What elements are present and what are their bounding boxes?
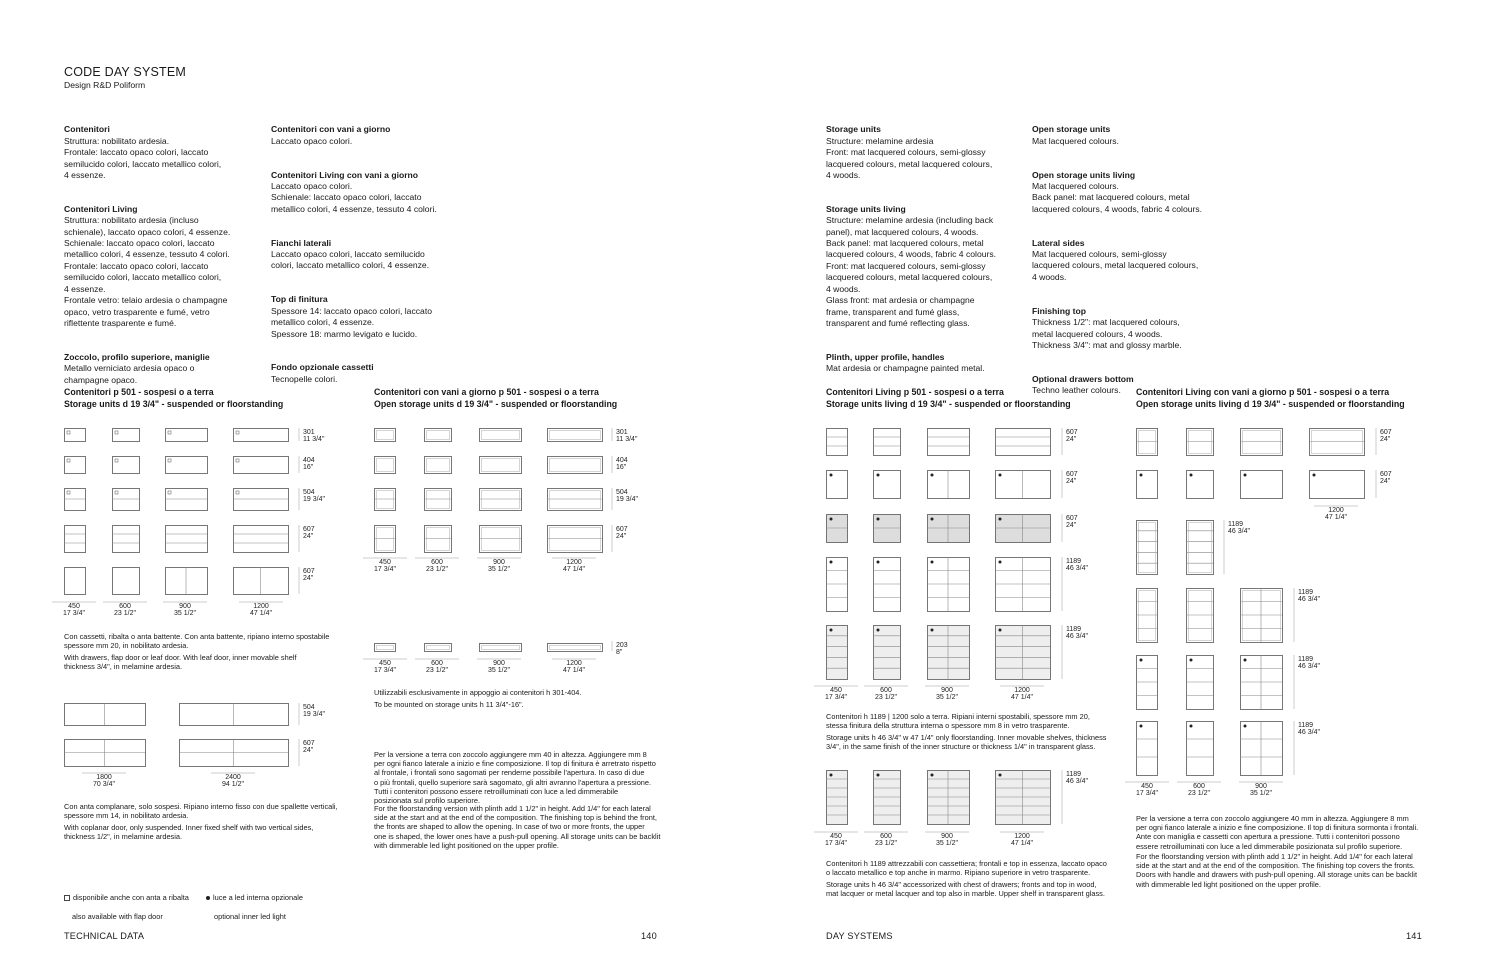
spec-text: Struttura: nobilitato ardesia. Frontale: laccato opaco colori, laccato semilucido colori, laccato metallico colori, 4 essenze. bbox=[64, 135, 222, 181]
note-coplanar-it: Con anta complanare, solo sospesi. Ripiano interno fisso con due spallette verticali, spessore mm 14, in nobilitato ardesia. bbox=[64, 802, 338, 821]
led-dot-icon bbox=[1140, 725, 1143, 728]
storage-unit bbox=[425, 457, 452, 474]
led-dot-icon bbox=[1140, 474, 1143, 477]
width-dimension-label: 1200 47 1/4" bbox=[1325, 507, 1347, 521]
width-dimension-label: 450 17 3/4" bbox=[825, 687, 847, 701]
width-dimension-label: 900 35 1/2" bbox=[488, 559, 510, 573]
width-dimension-label: 1200 47 1/4" bbox=[563, 660, 585, 674]
storage-unit bbox=[996, 515, 1051, 543]
storage-unit bbox=[1187, 589, 1214, 643]
storage-unit bbox=[548, 644, 603, 652]
storage-unit bbox=[480, 457, 522, 474]
storage-unit bbox=[1187, 722, 1214, 776]
storage-unit bbox=[548, 526, 603, 553]
spec-text: Laccato opaco colori. bbox=[271, 135, 353, 146]
led-dot-icon bbox=[830, 518, 833, 521]
note-mounting-en: To be mounted on storage units h 11 3/4"-16". bbox=[374, 700, 524, 709]
led-dot-icon bbox=[830, 629, 833, 632]
led-dot-icon bbox=[1190, 659, 1193, 662]
storage-unit bbox=[827, 558, 848, 612]
storage-unit bbox=[234, 489, 289, 511]
note-coplanar-en: With coplanar door, only suspended. Inner fixed shelf with two vertical sides, thickness 1/2", in melamine ardesia. bbox=[64, 823, 314, 842]
legend-flap-label-en: also available with flap door bbox=[72, 911, 163, 921]
storage-unit bbox=[65, 740, 146, 767]
storage-unit bbox=[65, 489, 86, 511]
height-dimension-label: 607 24" bbox=[303, 526, 315, 540]
spec-heading: Fianchi laterali bbox=[271, 237, 332, 248]
storage-unit bbox=[928, 626, 970, 680]
storage-unit bbox=[928, 471, 970, 499]
footer-page-number: 140 bbox=[641, 931, 657, 941]
storage-unit bbox=[1241, 722, 1283, 776]
led-dot-icon bbox=[1244, 659, 1247, 662]
storage-unit bbox=[480, 526, 522, 553]
storage-unit bbox=[180, 704, 289, 726]
spec-heading: Contenitori Living bbox=[64, 203, 138, 214]
spec-heading: Finishing top bbox=[1032, 305, 1086, 316]
led-dot-icon bbox=[830, 774, 833, 777]
storage-unit bbox=[113, 489, 140, 511]
spec-heading: Fondo opzionale cassetti bbox=[271, 362, 374, 373]
storage-unit bbox=[996, 429, 1051, 456]
led-dot-icon bbox=[931, 518, 934, 521]
note-plinth-it: Per la versione a terra con zoccolo aggiungere mm 40 in altezza. Aggiungere mm 8 per ogni fianco laterale a inizio e fine composizione. Il top di finitura è arretrato rispetto al frontale, i frontali sono sagomati per renderne possibile l'apertura. In caso di due o più frontali, quello superiore sarà sagomato, gli altri avranno l'apertura a pressione. Tutti i contenitori possono essere retroilluminati con luce a led dimmerabile posizionata sul profilo superiore. bbox=[374, 750, 656, 806]
height-dimension-label: 1189 46 3/4" bbox=[1066, 771, 1088, 785]
section-heading-storage: Contenitori p 501 - sospesi o a terra Storage units d 19 3/4" - suspended or floorstanding bbox=[64, 387, 284, 409]
led-dot-icon bbox=[999, 774, 1002, 777]
led-dot-icon bbox=[877, 561, 880, 564]
storage-unit bbox=[166, 429, 208, 442]
storage-unit bbox=[113, 568, 140, 595]
storage-unit bbox=[166, 489, 208, 511]
storage-unit bbox=[874, 626, 901, 680]
led-dot-icon bbox=[1190, 725, 1193, 728]
width-dimension-label: 600 23 1/2" bbox=[426, 559, 448, 573]
storage-unit bbox=[928, 429, 970, 456]
led-dot-icon bbox=[1140, 659, 1143, 662]
legend-flap-label: disponibile anche con anta a ribalta bbox=[73, 893, 189, 903]
led-dot-icon bbox=[931, 774, 934, 777]
footer-page-number: 141 bbox=[1406, 931, 1422, 941]
width-dimension-label: 450 17 3/4" bbox=[63, 603, 85, 617]
spec-heading: Top di finitura bbox=[271, 294, 328, 305]
storage-unit bbox=[1187, 656, 1214, 710]
led-dot-icon bbox=[877, 474, 880, 477]
led-dot-icon bbox=[1190, 474, 1193, 477]
led-dot-icon bbox=[1244, 474, 1247, 477]
storage-unit bbox=[1187, 429, 1214, 456]
spec-text: Mat ardesia or champagne painted metal. bbox=[826, 363, 985, 374]
storage-unit bbox=[827, 429, 848, 456]
storage-unit bbox=[425, 489, 452, 511]
width-dimension-label: 600 23 1/2" bbox=[1188, 783, 1210, 797]
storage-unit bbox=[234, 526, 289, 553]
storage-unit bbox=[65, 704, 146, 726]
storage-unit bbox=[425, 526, 452, 553]
storage-unit bbox=[1241, 656, 1283, 710]
spec-heading: Plinth, upper profile, handles bbox=[826, 351, 945, 362]
note-drawers-living-it: Contenitori h 1189 attrezzabili con cassettiera; frontali e top in essenza, laccato opaco o laccato metallico e top anche in marmo. Ripiano superiore in vetro trasparente. bbox=[826, 859, 1107, 878]
height-dimension-label: 1189 46 3/4" bbox=[1298, 656, 1320, 670]
storage-unit bbox=[1137, 589, 1158, 643]
spec-text: Metallo verniciato ardesia opaco o champagne opaco. bbox=[64, 363, 195, 385]
spec-heading: Contenitori Living con vani a giorno bbox=[271, 169, 419, 180]
spec-text: Tecnopelle colori. bbox=[271, 373, 338, 384]
height-dimension-label: 1189 46 3/4" bbox=[1066, 558, 1088, 572]
led-dot-icon bbox=[931, 561, 934, 564]
storage-unit bbox=[1137, 521, 1158, 575]
storage-unit bbox=[874, 429, 901, 456]
width-dimension-label: 1800 70 3/4" bbox=[93, 774, 115, 788]
led-dot-icon bbox=[1313, 474, 1316, 477]
spec-heading: Lateral sides bbox=[1032, 237, 1085, 248]
spec-heading: Open storage units bbox=[1032, 124, 1111, 135]
height-dimension-label: 203 8" bbox=[616, 642, 628, 656]
spec-text: Struttura: nobilitato ardesia (incluso schienale), laccato opaco colori, 4 essenze. Schienale: laccato opaco colori, laccato metallico colori, 4 essenze, tessuto 4 colori. Frontale: laccato opaco colori, laccato semilucido colori, laccato metallico colori, 4 essenze. Frontale vetro: telaio ardesia o champagne opaco, vetro trasparente e fumé, vetro riflettente trasparente e fumé. bbox=[64, 215, 231, 328]
storage-unit bbox=[996, 626, 1051, 680]
spec-text: Thickness 1/2": mat lacquered colours, metal lacquered colours, 4 woods. Thickness 3/4": mat and glossy marble. bbox=[1032, 317, 1182, 350]
height-dimension-label: 607 24" bbox=[1066, 429, 1078, 443]
storage-unit bbox=[375, 526, 396, 553]
height-dimension-label: 607 24" bbox=[1380, 471, 1392, 485]
width-dimension-label: 450 17 3/4" bbox=[374, 559, 396, 573]
storage-unit bbox=[1137, 722, 1158, 776]
led-dot-icon bbox=[830, 474, 833, 477]
spec-heading: Contenitori con vani a giorno bbox=[271, 124, 391, 135]
storage-unit bbox=[548, 457, 603, 474]
width-dimension-label: 1200 47 1/4" bbox=[1011, 687, 1033, 701]
width-dimension-label: 1200 47 1/4" bbox=[250, 603, 272, 617]
height-dimension-label: 504 19 3/4" bbox=[303, 704, 325, 718]
note-plinth-en: For the floorstanding version with plinth add 1 1/2" in height. Add 1/4" for each lateral side at the start and at the end of the composition. The finishing top is behind the front, the fronts are shaped to allow the opening. In case of two or more fronts, the upper one is shaped, the lower ones have a push-pull opening. All storage units can be backlit with dimmerable led light positioned on the upper profile. bbox=[374, 804, 661, 850]
width-dimension-label: 1200 47 1/4" bbox=[563, 559, 585, 573]
led-dot-icon bbox=[877, 629, 880, 632]
storage-unit bbox=[548, 489, 603, 511]
led-dot-icon bbox=[877, 518, 880, 521]
led-dot-icon bbox=[999, 518, 1002, 521]
width-dimension-label: 600 23 1/2" bbox=[426, 660, 448, 674]
width-dimension-label: 450 17 3/4" bbox=[825, 833, 847, 847]
width-dimension-label: 2400 94 1/2" bbox=[222, 774, 244, 788]
storage-unit bbox=[1137, 429, 1158, 456]
height-dimension-label: 607 24" bbox=[303, 568, 315, 582]
storage-unit bbox=[375, 489, 396, 511]
storage-unit bbox=[827, 626, 848, 680]
storage-unit bbox=[874, 771, 901, 825]
led-dot-icon bbox=[877, 774, 880, 777]
spec-text: Mat lacquered colours. Back panel: mat lacquered colours, metal lacquered colours, 4 woods, fabric 4 colours. bbox=[1032, 181, 1203, 214]
spec-heading: Zoccolo, profilo superiore, maniglie bbox=[64, 351, 210, 362]
footer-section-label: DAY SYSTEMS bbox=[826, 931, 893, 941]
storage-unit bbox=[166, 457, 208, 474]
led-dot-icon bbox=[931, 474, 934, 477]
storage-unit bbox=[166, 526, 208, 553]
storage-unit bbox=[166, 568, 208, 595]
width-dimension-label: 450 17 3/4" bbox=[374, 660, 396, 674]
note-living-h1189-it: Contenitori h 1189 | 1200 solo a terra. Ripiani interni spostabili, spessore mm 20, stessa finitura della struttura interna o spessore mm 8 in vetro trasparente. bbox=[826, 712, 1090, 731]
storage-unit bbox=[234, 457, 289, 474]
storage-unit bbox=[1241, 589, 1283, 643]
height-dimension-label: 301 11 3/4" bbox=[303, 429, 325, 443]
height-dimension-label: 404 16" bbox=[303, 457, 315, 471]
spec-heading: Storage units living bbox=[826, 203, 906, 214]
storage-unit bbox=[928, 558, 970, 612]
note-drawers-living-en: Storage units h 46 3/4" accessorized with chest of drawers; fronts and top in wood, mat lacquer or metal lacquer and top also in marble. Upper shelf in transparent glass. bbox=[826, 880, 1105, 899]
storage-unit bbox=[65, 429, 86, 442]
storage-unit bbox=[480, 489, 522, 511]
storage-unit bbox=[65, 526, 86, 553]
storage-unit bbox=[113, 526, 140, 553]
height-dimension-label: 607 24" bbox=[303, 740, 315, 754]
storage-unit bbox=[1187, 521, 1214, 575]
storage-unit bbox=[928, 771, 970, 825]
storage-unit bbox=[1241, 429, 1283, 456]
spec-heading: Open storage units living bbox=[1032, 169, 1136, 180]
height-dimension-label: 1189 46 3/4" bbox=[1066, 626, 1088, 640]
height-dimension-label: 1189 46 3/4" bbox=[1298, 589, 1320, 603]
storage-unit bbox=[996, 558, 1051, 612]
section-heading-storage-living: Contenitori Living p 501 - sospesi o a terra Storage units living d 19 3/4" - suspended or floorstanding bbox=[826, 387, 1071, 409]
spec-text: Laccato opaco colori. Schienale: laccato opaco colori, laccato metallico colori, 4 essenze, tessuto 4 colori. bbox=[271, 181, 437, 214]
width-dimension-label: 900 35 1/2" bbox=[1250, 783, 1272, 797]
storage-unit bbox=[1310, 429, 1365, 456]
storage-unit bbox=[996, 771, 1051, 825]
height-dimension-label: 607 24" bbox=[1066, 471, 1078, 485]
page-subtitle: Design R&D Poliform bbox=[64, 80, 146, 90]
spec-heading: Contenitori bbox=[64, 124, 110, 135]
height-dimension-label: 404 16" bbox=[616, 457, 628, 471]
height-dimension-label: 1189 46 3/4" bbox=[1228, 521, 1250, 535]
spec-heading: Storage units bbox=[826, 124, 881, 135]
footer-section-label: TECHNICAL DATA bbox=[64, 931, 145, 941]
width-dimension-label: 900 35 1/2" bbox=[174, 603, 196, 617]
led-dot-icon bbox=[999, 474, 1002, 477]
storage-unit bbox=[375, 457, 396, 474]
spec-heading: Optional drawers bottom bbox=[1032, 373, 1134, 384]
storage-unit bbox=[375, 644, 396, 652]
note-living-h1189-en: Storage units h 46 3/4" w 47 1/4" only floorstanding. Inner movable shelves, thickness 3/4", in the same finish of the inner structure or thickness 1/4" in transparent glass. bbox=[826, 733, 1107, 752]
height-dimension-label: 607 24" bbox=[1066, 515, 1078, 529]
note-drawers-en: With drawers, flap door or leaf door. With leaf door, inner movable shelf thickness 3/4", in melamine ardesia. bbox=[64, 653, 297, 672]
storage-unit bbox=[1310, 471, 1365, 499]
height-dimension-label: 504 19 3/4" bbox=[303, 489, 325, 503]
spec-text: Mat lacquered colours. bbox=[1032, 135, 1119, 146]
note-drawers-it: Con cassetti, ribalta o anta battente. Con anta battente, ripiano interno spostabile spessore mm 20, in nobilitato ardesia. bbox=[64, 632, 330, 651]
width-dimension-label: 900 35 1/2" bbox=[936, 687, 958, 701]
spec-text: Structure: melamine ardesia (including back panel), mat lacquered colours, 4 woods. Back panel: mat lacquered colours, metal lacquered colours, 4 woods, fabric 4 colours. Front: mat lacquered colours, semi-glossy lacquered colours, metal lacquered colours, 4 woods. Glass front: mat ardesia or champagne frame, transparent and fumé glass, transparent and fumé reflecting glass. bbox=[826, 215, 997, 328]
storage-unit bbox=[180, 740, 289, 767]
led-dot-icon bbox=[830, 561, 833, 564]
height-dimension-label: 301 11 3/4" bbox=[616, 429, 638, 443]
storage-unit bbox=[827, 771, 848, 825]
spec-text: Techno leather colours. bbox=[1032, 385, 1121, 396]
storage-unit bbox=[234, 568, 289, 595]
note-plinth-living-it: Per la versione a terra con zoccolo aggiungere 40 mm in altezza. Aggiungere 8 mm per ogni fianco laterale a inizio e fine composizione. Il top di finitura sormonta i frontali. Ante con maniglia e cassetti con apertura a pressione. Tutti i contenitori possono essere retroilluminati con luce a led dimmerabile posizionata sul profilo superiore. bbox=[1136, 814, 1419, 851]
height-dimension-label: 607 24" bbox=[616, 526, 628, 540]
spec-text: Laccato opaco colori, laccato semilucido colori, laccato metallico colori, 4 essenze. bbox=[271, 249, 430, 271]
spec-text: Structure: melamine ardesia Front: mat lacquered colours, semi-glossy lacquered colours, metal lacquered colours, 4 woods. bbox=[826, 135, 993, 181]
width-dimension-label: 900 35 1/2" bbox=[488, 660, 510, 674]
height-dimension-label: 607 24" bbox=[1380, 429, 1392, 443]
storage-unit bbox=[234, 429, 289, 442]
storage-unit bbox=[113, 429, 140, 442]
storage-unit bbox=[480, 644, 522, 652]
storage-unit bbox=[874, 558, 901, 612]
storage-unit bbox=[1137, 656, 1158, 710]
storage-unit bbox=[996, 471, 1051, 499]
led-dot-icon bbox=[931, 629, 934, 632]
storage-unit bbox=[425, 644, 452, 652]
height-dimension-label: 1189 46 3/4" bbox=[1298, 722, 1320, 736]
height-dimension-label: 504 19 3/4" bbox=[616, 489, 638, 503]
note-mounting-it: Utilizzabili esclusivamente in appoggio ai contenitori h 301-404. bbox=[374, 688, 582, 697]
led-dot-icon bbox=[1244, 725, 1247, 728]
width-dimension-label: 600 23 1/2" bbox=[875, 833, 897, 847]
width-dimension-label: 1200 47 1/4" bbox=[1011, 833, 1033, 847]
spec-text: Spessore 14: laccato opaco colori, laccato metallico colori, 4 essenze. Spessore 18: marmo levigato e lucido. bbox=[271, 305, 432, 339]
storage-unit bbox=[928, 515, 970, 543]
section-heading-open-storage: Contenitori con vani a giorno p 501 - sospesi o a terra Open storage units d 19 3/4" - suspended or floorstanding bbox=[374, 387, 618, 409]
section-heading-open-storage-living: Contenitori Living con vani a giorno p 501 - sospesi o a terra Open storage units living d 19 3/4" - suspended or floorstanding bbox=[1136, 387, 1405, 409]
legend-led-label-en: optional inner led light bbox=[214, 911, 286, 921]
storage-unit bbox=[1241, 471, 1283, 499]
legend-led-label: luce a led interna opzionale bbox=[213, 893, 303, 903]
width-dimension-label: 900 35 1/2" bbox=[936, 833, 958, 847]
width-dimension-label: 600 23 1/2" bbox=[875, 687, 897, 701]
led-dot-icon bbox=[999, 629, 1002, 632]
page-title: CODE DAY SYSTEM bbox=[64, 65, 187, 79]
width-dimension-label: 600 23 1/2" bbox=[114, 603, 136, 617]
spec-text: Mat lacquered colours, semi-glossy lacquered colours, metal lacquered colours, 4 woods. bbox=[1032, 249, 1199, 282]
storage-unit bbox=[65, 568, 86, 595]
led-dot-icon bbox=[999, 561, 1002, 564]
width-dimension-label: 450 17 3/4" bbox=[1136, 783, 1158, 797]
note-plinth-living-en: For the floorstanding version with plinth add 1 1/2" in height. Add 1/4" for each lateral side at the start and at the end of the composition. The finishing top covers the fronts. Doors with handle and drawers with push-pull opening. All storage units can be backlit with dimmerable led light positioned on the upper profile. bbox=[1136, 852, 1418, 889]
